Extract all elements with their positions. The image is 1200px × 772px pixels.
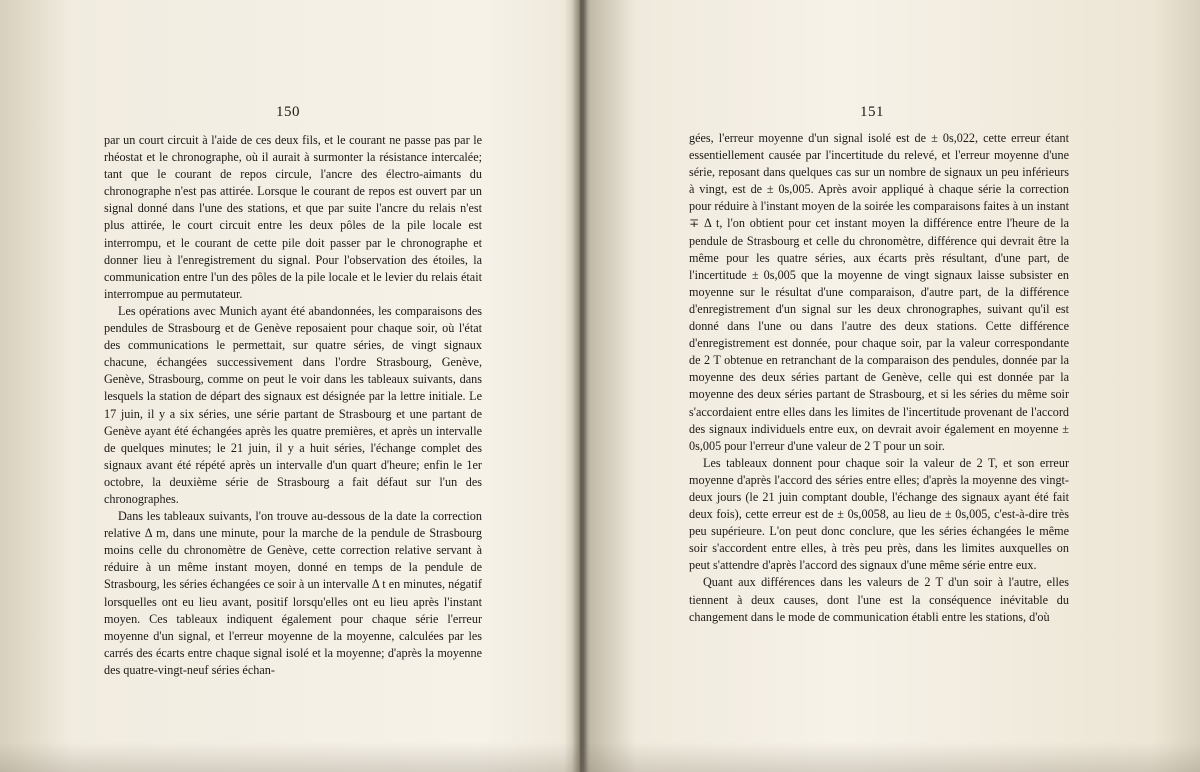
page-number: 150 [276,104,300,120]
left-page [0,0,580,772]
paragraph: par un court circuit à l'aide de ces deux fils, et le courant ne passe pas par le rhéostat et le chronographe, où il aurait à surmonter la résistance intercalée; tant que le courant de repos circule, l'ancre des électro-aimants du chronographe n'est pas attirée. Lorsque le courant de repos est ouvert par un signal donné dans l'une des stations, et que par suite l'ancre du relais n'est plus attirée, le court circuit entre les deux pôles de la pile locale est interrompu, et le courant de cette pile doit passer par le chronographe et donner lieu à l'enregistrement du signal. Pour l'observation des étoiles, la communication entre l'un des pôles de la pile locale et le levier du relais était interrompue au permutateur. [104,133,482,301]
right-page [582,0,1200,772]
page-text [689,130,1069,626]
page-number: 151 [860,104,884,120]
paragraph: Les tableaux donnent pour chaque soir la valeur de 2 T, et son erreur moyenne d'après l'accord des séries entre elles; d'après la moyenne des vingt-deux jours (le 21 juin comptant double, l'échange des signaux ayant été fait deux fois), cette erreur est de ± 0s,0058, au lieu de ± 0s,005, c'est-à-dire très peu supérieure. L'on peut donc conclure, que les séries échangées le même soir s'accordent entre elles, à très peu près, dans les limites auxquelles on peut s'attendre d'après l'accord des signaux d'une même série entre eux. [689,455,1069,573]
page-text [104,132,482,679]
paragraph: Les opérations avec Munich ayant été abandonnées, les comparaisons des pendules de Strasbourg et de Genève reposaient pour chaque soir, où l'état des communications le permettait, sur quatre séries, de vingt signaux chacune, échangées successivement dans l'ordre Strasbourg, Genève, Genève, Strasbourg, comme on peut le voir dans les tableaux suivants, dans lesquels la station de départ des signaux est désignée par la lettre initiale. Le 17 juin, il y a six séries, une série partant de Strasbourg et une partant de Genève ayant été échangées après les quatre premières, et après un intervalle de quelques minutes; le 21 juin, il y a huit séries, l'échange complet des signaux avant été répété après un intervalle d'un quart d'heure; enfin le 1er octobre, la deuxième série de Strasbourg a fait défaut sur l'un des chronographes. [104,303,482,506]
paragraph: Dans les tableaux suivants, l'on trouve au-dessous de la date la correction relative Δ m, dans une minute, pour la marche de la pendule de Strasbourg moins celle du chronomètre de Genève, cette correction relative servant à réduire à un même instant moyen, donné en temps de la pendule de Strasbourg, les séries échangées ce soir à un intervalle Δ t en minutes, négatif lorsquelles ont eu lieu avant, positif lorsqu'elles ont eu lieu après l'instant moyen. Ces tableaux indiquent également pour chaque série l'erreur moyenne d'un signal, et l'erreur moyenne de la moyenne, calculées par les carrés des écarts entre chaque signal isolé et la moyenne; d'après la moyenne des quatre-vingt-neuf séries échan- [104,509,482,677]
paragraph: Quant aux différences dans les valeurs de 2 T d'un soir à l'autre, elles tiennent à deux causes, dont l'une est la conséquence inévitable du changement dans le mode de communication établi entre les stations, d'où [689,575,1069,624]
paragraph: gées, l'erreur moyenne d'un signal isolé est de ± 0s,022, cette erreur étant essentiellement causée par l'incertitude du relevé, et l'erreur moyenne d'une série, reposant dans quelques cas sur un nombre de signaux un peu inférieurs à vingt, est de ± 0s,005. Après avoir appliqué à chaque série la correction pour réduire à l'instant moyen de la soirée les comparaisons faites à un instant ∓ Δ t, l'on obtient pour cet instant moyen la différence entre l'heure de la pendule de Strasbourg et celle du chronomètre, différence qui devrait être la même pour les quatre séries, aux écarts près résultant, d'une part, de l'incertitude ± 0s,005 que la moyenne de vingt signaux laisse subsister en moyenne sur le résultat d'une comparaison, d'autre part, de la différence d'enregistrement d'un signal sur les deux chronographes, suivant qu'il est donné dans l'une ou dans l'autre des deux stations. Cette différence d'enregistrement est donnée, pour chaque soir, par la valeur correspondante de 2 T obtenue en retranchant de la comparaison des pendules, donnée par la moyenne des deux séries partant de Genève, celle qui est donnée par la moyenne des deux séries partant de Strasbourg, et si les séries du même soir s'accordaient entre elles dans les limites de l'incertitude provenant de l'accord des signaux individuels entre eux, on devrait avoir également en moyenne ± 0s,005 pour l'erreur d'une valeur de 2 T pour un soir. [689,131,1069,453]
page-edge-shadow [0,742,1200,772]
